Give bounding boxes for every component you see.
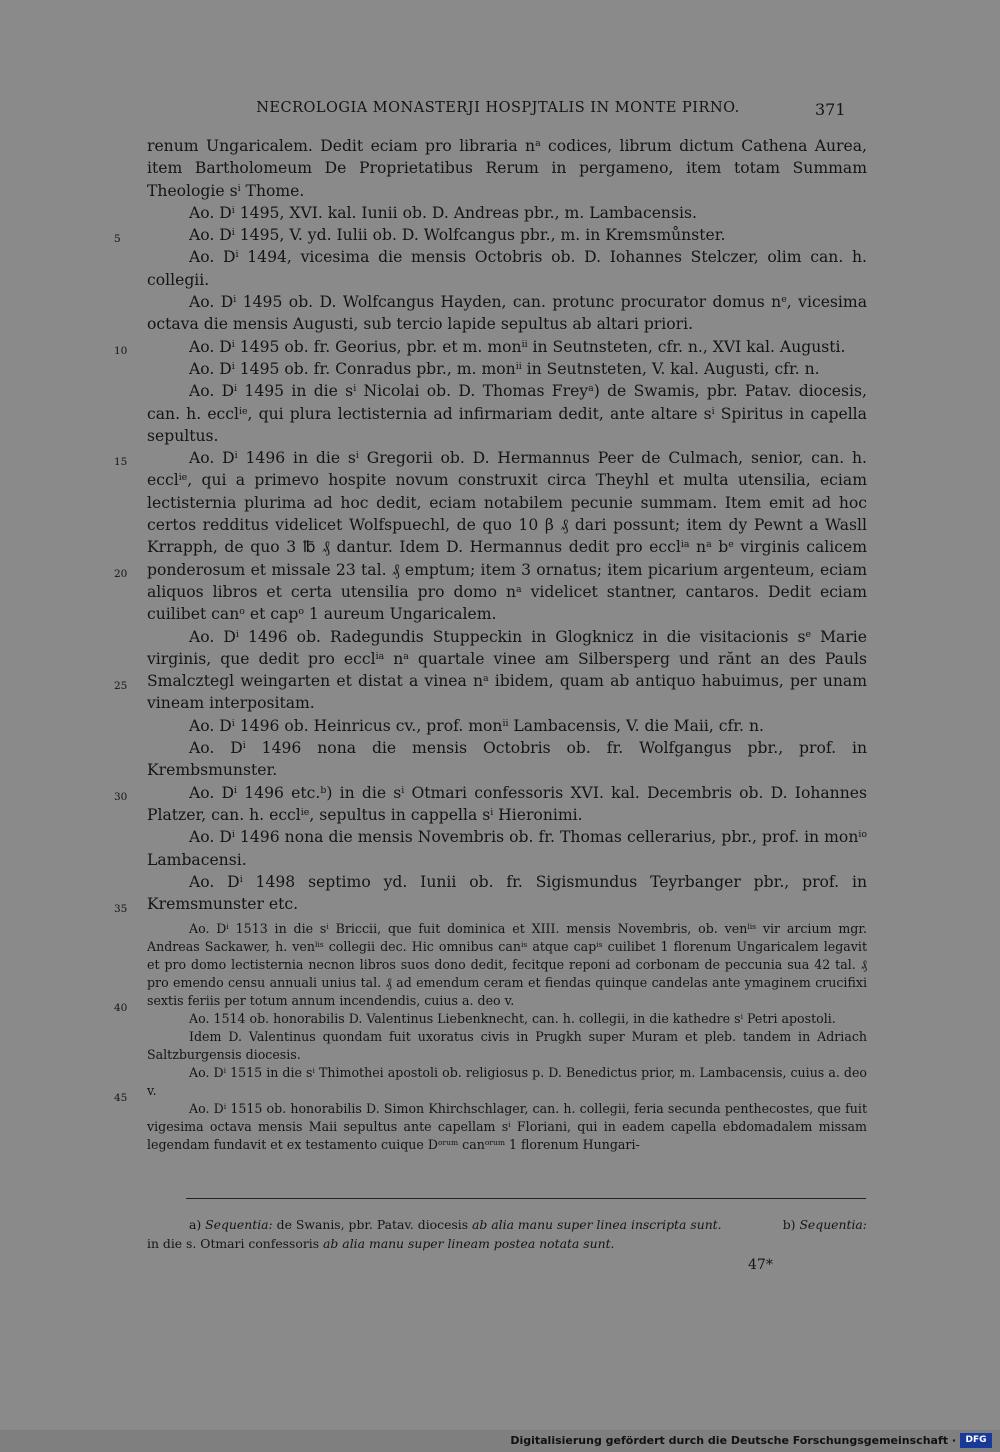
line-number: 35	[114, 903, 128, 915]
entry-paragraph: Ao. $D^i$ 1496 nona die mensis Octobris ob. fr. Wolfgangus pbr., prof. in Krembsmunster.	[147, 739, 867, 780]
footnote-divider	[186, 1198, 866, 1199]
later-entry-paragraph: Ao. $D^i$ 1515 in die $s^i$ Thimothei apostoli ob. religiosus p. D. Benedictus prior, m. Lambacensis, cuius a. deo v.	[147, 1065, 868, 1099]
footnote-a-note: ab alia manu super linea inscripta sunt.	[472, 1217, 722, 1232]
footnote-b-mark: b)	[782, 1217, 800, 1232]
footnote-a-line	[147, 1215, 867, 1234]
later-entry-paragraph: Idem D. Valentinus quondam fuit uxoratus civis in Prugkh super Muram et pleb. tandem in Adriach Saltzburgensis diocesis.	[147, 1029, 867, 1063]
entry-paragraph: Ao. $D^i$ 1495, XVI. kal. Iunii ob. D. Andreas pbr., m. Lambacensis.	[189, 203, 697, 222]
dfg-logo[interactable]: DFG	[960, 1433, 992, 1448]
later-entry-paragraph: Ao. $D^i$ 1515 ob. honorabilis D. Simon Khirchschlager, can. h. collegii, feria secunda penthecostes, que fuit vigesima octava mensis Maii sepultus ante capellam $s^i$ Floriani, qui in eadem capella ebdomadalem missam legendam fundavit et ex testamento cuique $D^{orum}$ can$^{orum}$ 1 florenum Hungari-	[147, 1101, 867, 1153]
line-number: 45	[114, 1092, 128, 1104]
page-number: 371	[815, 100, 846, 119]
line-number: 10	[114, 345, 128, 357]
footnote-b-line	[147, 1234, 867, 1253]
footnotes	[147, 1215, 867, 1253]
signature-mark: 47*	[748, 1257, 773, 1273]
funding-credit: Digitalisierung gefördert durch die Deutsche Forschungsgemeinschaft ·	[510, 1434, 956, 1447]
entry-paragraph: Ao. $D^i$ 1496 etc.$^b$) in die $s^i$ Otmari confessoris XVI. kal. Decembris ob. D. Iohannes Platzer, can. h. eccl$^{ie}$, sepultus in cappella $s^i$ Hieronimi.	[147, 783, 867, 824]
entry-paragraph: Ao. $D^i$ 1495 ob. D. Wolfcangus Hayden, can. protunc procurator domus $n^e$, vicesima octava die mensis Augusti, sub tercio lapide sepultus ab altari priori.	[147, 293, 867, 334]
entry-paragraph: Ao. $D^i$ 1494, vicesima die mensis Octobris ob. D. Iohannes Stelczer, olim can. h. collegii.	[147, 248, 867, 289]
later-entry-paragraph: Ao. 1514 ob. honorabilis D. Valentinus Liebenknecht, can. h. collegii, in die kathedre $s^i$ Petri apostoli.	[189, 1011, 836, 1027]
entry-paragraph: Ao. $D^i$ 1498 septimo yd. Iunii ob. fr. Sigismundus Teyrbanger pbr., prof. in Kremsmunster etc.	[147, 872, 867, 914]
viewer-footer	[0, 1430, 1000, 1452]
footnote-b-lemma: Sequentia:	[799, 1217, 867, 1232]
main-text	[147, 135, 867, 1154]
later-entry-paragraph: Ao. $D^i$ 1513 in die $s^i$ Briccii, que fuit dominica et XIII. mensis Novembris, ob. ven$^{lis}$ vir arcium mgr. Andreas Sackawer, h. ven$^{lis}$ collegii dec. Hic omnibus can$^{is}$ atque cap$^{is}$ cuilibet 1 florenum Ungaricalem legavit et pro domo lectisternia necnon libros suos dono dedit, fecitque reponi ad corbonam de peccunia sua 42 tal. ₰ pro emendo censu annuali unius tal. ₰ ad emendum ceram et fiendas quinque candelas ante ymaginem crucifixi sextis feriis per totum annum incendendis, cuius a. deo v.	[147, 921, 868, 1009]
entry-paragraph: Ao. $D^i$ 1496 nona die mensis Novembris ob. fr. Thomas cellerarius, pbr., prof. in mon$^{io}$ Lambacensi.	[147, 828, 867, 869]
footnote-a-mark: a)	[189, 1217, 206, 1232]
running-header	[0, 100, 1000, 122]
line-number: 20	[114, 568, 128, 580]
entry-paragraph: Ao. $D^i$ 1496 ob. Radegundis Stuppeckin in Glogknicz in die visitacionis $s^e$ Marie virginis, que dedit pro eccl$^{ia}$ $n^a$ quartale vinee am Silbersperg und rănt an des Pauls Smalcztegl weingarten et distat a vinea $n^a$ ibidem, quam ab antiquo habuimus, per unam vineam interpositam.	[147, 627, 868, 713]
entry-paragraph: Ao. $D^i$ 1495 ob. fr. Conradus pbr., m. mon$^{ii}$ in Seutnsteten, V. kal. Augusti, cfr. n.	[189, 359, 820, 378]
entry-paragraph: Ao. $D^i$ 1495 in die $s^i$ Nicolai ob. D. Thomas Frey$^a$) de Swamis, pbr. Patav. diocesis, can. h. eccl$^{ie}$, qui plura lectisternia ad infirmariam dedit, ante altare $s^i$ Spiritus in capella sepultus.	[147, 382, 867, 445]
line-number: 30	[114, 791, 128, 803]
footnote-a	[189, 1215, 722, 1234]
footnote-a-lemma: Sequentia:	[205, 1217, 273, 1232]
entry-paragraph: Ao. $D^i$ 1495, V. yd. Iulii ob. D. Wolfcangus pbr., m. in Kremsmůnster.	[189, 226, 726, 245]
line-number: 5	[114, 233, 121, 245]
footnote-b-note: ab alia manu super lineam postea notata sunt.	[323, 1236, 615, 1251]
entry-paragraph: Ao. $D^i$ 1495 ob. fr. Georius, pbr. et m. mon$^{ii}$ in Seutnsteten, cfr. n., XVI kal. Augusti.	[189, 337, 846, 356]
entry-paragraph: Ao. $D^i$ 1496 ob. Heinricus cv., prof. mon$^{ii}$ Lambacensis, V. die Maii, cfr. n.	[189, 716, 764, 735]
entry-paragraph: renum Ungaricalem. Dedit eciam pro libraria $n^a$ codices, librum dictum Cathena Aurea, item Bartholomeum De Proprietatibus Rerum in pergameno, item totam Summam Theologie $s^i$ Thome.	[147, 137, 867, 200]
footnote-b-text: in die s. Otmari confessoris	[147, 1236, 324, 1251]
running-title: NECROLOGIA MONASTERJI HOSPJTALIS IN MONTE PIRNO.	[256, 100, 740, 116]
line-number: 25	[114, 680, 128, 692]
line-number: 40	[114, 1002, 128, 1014]
footnote-a-text: de Swanis, pbr. Patav. diocesis	[272, 1217, 473, 1232]
footnote-b-start	[783, 1215, 867, 1234]
line-number: 15	[114, 456, 128, 468]
entry-paragraph: Ao. $D^i$ 1496 in die $s^i$ Gregorii ob. D. Hermannus Peer de Culmach, senior, can. h. eccl$^{ie}$, qui a primevo hospite novum construxit circa Theyhl et multa utensilia, eciam lectisternia plurima ad hoc dedit, eciam notabilem pecunie summam. Item emit ad hoc certos redditus videlicet Wolfspuechl, de quo 10 β ₰ dari possunt; item dy Pewnt a Wasll Krrapph, de quo 3 ℔ ₰ dantur. Idem D. Hermannus dedit pro eccl$^{ia}$ $n^a$ $b^e$ virginis calicem ponderosum et missale 23 tal. ₰ emptum; item 3 ornatus; item picarium argenteum, eciam aliquos libros et certa utensilia pro domo $n^a$ videlicet stantner, cantaros. Dedit eciam cuilibet can$^o$ et cap$^o$ 1 aureum Ungaricalem.	[147, 449, 868, 624]
